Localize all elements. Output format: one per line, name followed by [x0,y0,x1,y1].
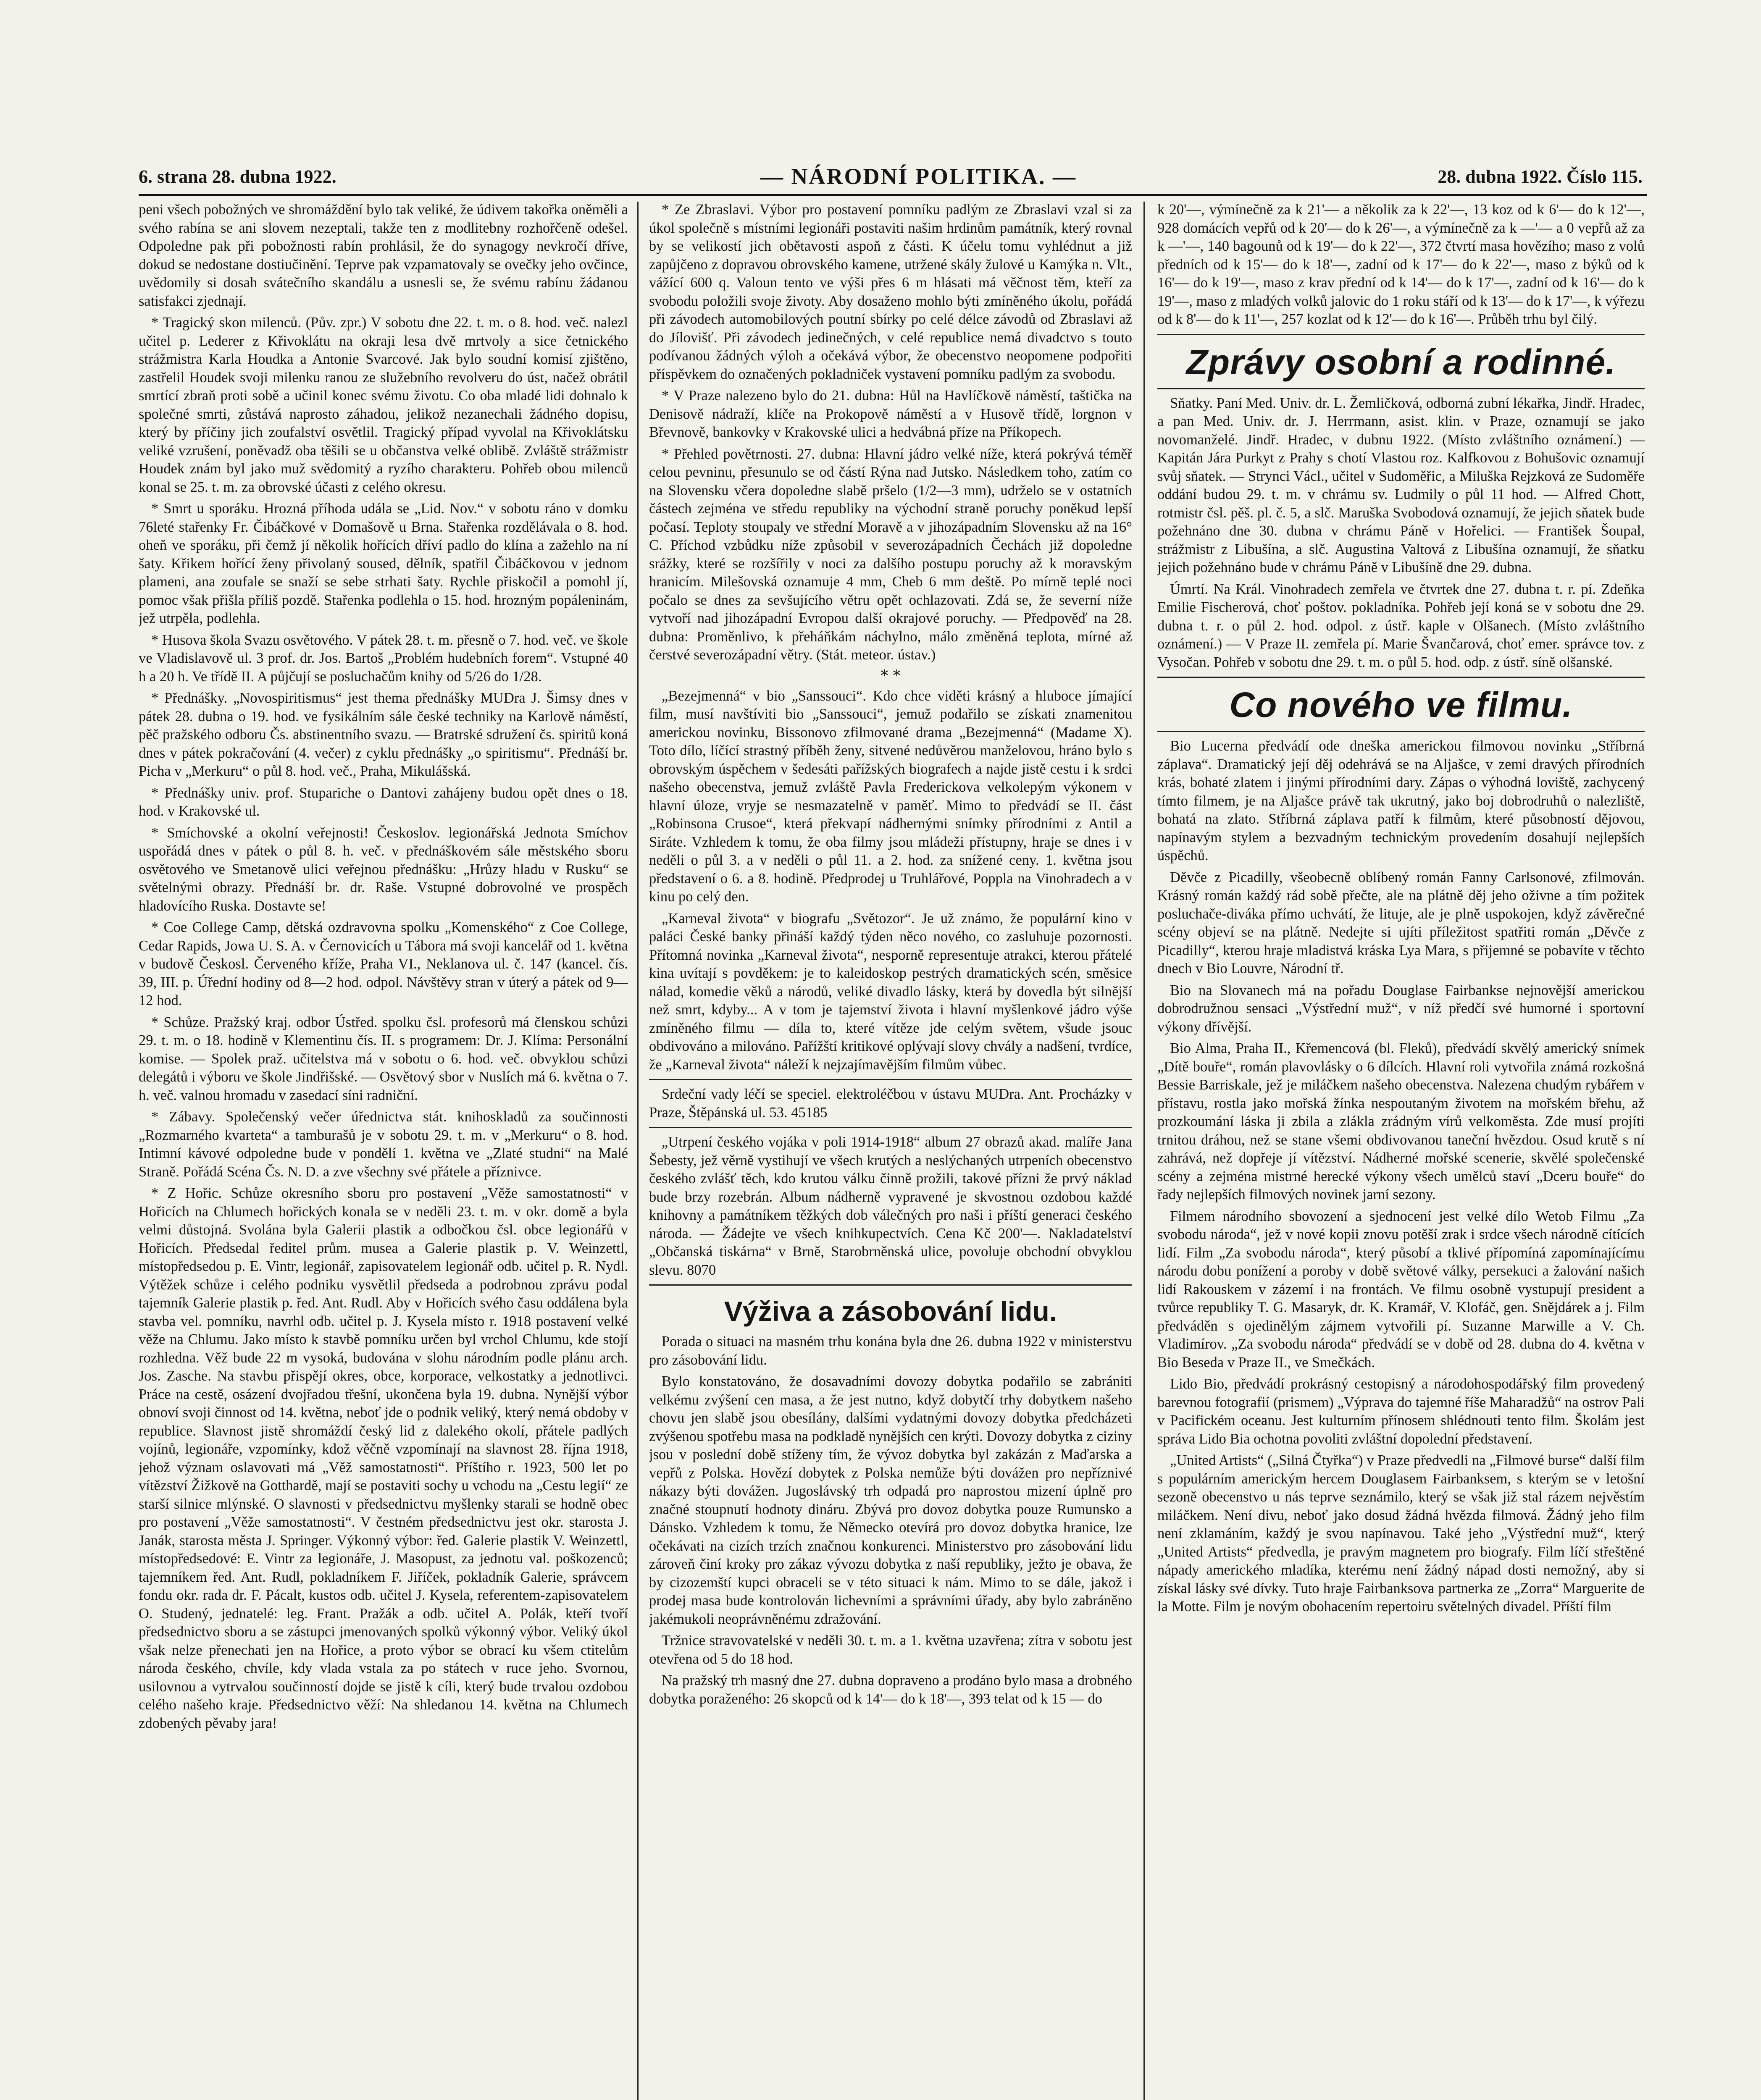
article-schuze: * Schůze. Pražský kraj. odbor Ústřed. spolku čsl. profesorů má členskou schůzi 29. t. m. o 18. hodině v Klementinu čís. II. s programem: Dr. J. Klíma: Personální komise. — Spolek praž. učitelstva má v sobotu o 6. hod. več. obvyklou schůzi delegátů i výboru ve škole Jindřišské. — Osvětový sbor v Nuslích má 6. května o 7. h. več. valnou hromadu v zasedací síni radniční. [139,1014,628,1103]
article-bezejmenna: „Bezejmenná“ v bio „Sanssouci“. Kdo chce viděti krásný a hluboce jímající film, musí navštíviti bio „Sanssouci“, jemuž podařilo se získati znamenitou americkou novinku, Bissonovo zfilmované drama „Bezejmenná“ (Madame X). Toto dílo, líčící strastný příběh ženy, sitvené nedůvěrou manželovou, hráno bylo s obrovským úspěchem v šedesáti pařížských biografech a najde jistě cestu i k srdci našeho obecenstva, jemuž zvláště Pavla Frederickova velkolepým výkonem v hlavní úloze, vryje se nesmazatelně v paměť. Mimo to předvádí se II. část „Robinsona Crusoe“, která překvapí nádhernými snímky přírodními z Antil a Siráte. Vzhledem k tomu, že oba filmy jsou mládeži přístupny, hraje se dnes i v neděli o půl 3. a v neděli o půl 11. a 2. hod. za snížené ceny. 1. května jsou představení o 6. a 8. hodině. Předprodej u Truhlářové, Poppla na Vinohradech a v kinu po celý den. [649,688,1132,905]
article-trznice: Tržnice stravovatelské v neděli 30. t. m. a 1. května uzavřena; zítra v sobotu jest otevřena od 5 do 18 hod. [649,1633,1132,1667]
article-lido-bio: Lido Bio, předvádí prokrásný cestopisný a národohospodářský film provedený barevnou fotografií (prismem) „Výprava do tajemné říše Maharadžů“ na ostrov Pali v Pacifickém oceanu. Jest kulturním přínosem shlédnouti tento film. Školám jest správa Lido Bia ochotna povoliti zvláštní dopolední představení. [1157,1376,1645,1447]
article-trh-ceny: k 20'—, výmínečně za k 21'— a několik za k 22'—, 13 koz od k 6'— do k 12'—, 928 domácích vepřů od k 20'— do k 26'—, a výmínečně za k —'— a 0 vepřů až za k —'—, 140 bagounů od k 19'— do k 22'—, 372 čtvrtí masa hovězího; maso z volů předních od k 15'— do k 18'—, zadní od k 17'— do k 22'—, maso z býků od k 16'— do k 19'—, maso z krav přední od k 14'— do k 17'—, zadní od k 16'— do k 19'—, maso z mladých volků jalovic do 1 roku stáří od k 13'— do k 17'—, k výřezu od k 8'— do k 11'—, 257 kozlat od k 12'— do k 16'—. Průběh trhu byl čilý. [1157,202,1645,327]
article-umrti: Úmrtí. Na Král. Vinohradech zemřela ve čtvrtek dne 27. dubna t. r. pí. Zdeňka Emilie Fischerová, choť poštov. pokladníka. Pohřeb její koná se v sobotu dne 29. dubna t. r. o půl 2. hod. odpol. z ústř. kaple v Olšanech. (Místo zvláštního oznámení.) — V Praze II. zemřela pí. Marie Švančarová, choť emer. správce tov. z Vysočan. Pohřeb v sobotu dne 29. t. m. o půl 5. hod. odp. z ústř. síně olšanské. [1157,581,1645,670]
section-heading-vyziva: Výživa a zásobování lidu. [724,1296,1057,1327]
article-karneval-zivota: „Karneval života“ v biografu „Světozor“. Je už známo, že populární kino v paláci České banky přináší každý týden něco nového, co zasluhuje pozornosti. Přítomná novinka „Karneval života“, nesporně representuje atrakci, kterou přátelé kina uvítají s povděkem: je to kaleidoskop pestrých dramatických scén, směsice nálad, komedie věků a národů, veliké divadlo lásky, která by dovedla být silnější než smrt, kdyby... A v tom je tajemství života i hlavní myšlenkové jádro výše zmíněného filmu — díla to, které vítěze jde celým světem, všude jsouc obdivováno a milováno. Pařížští kritikové oplývají slovy chvály a nadšení, tvrdíce, že „Karneval života“ náleží k nejzajímavějším filmům vůbec. [649,910,1132,1073]
article-united-artists: „United Artists“ („Silná Čtyřka“) v Praze předvedli na „Filmové burse“ další film s populárním americkým hercem Douglasem Fairbanksem, s kterým se v letošní sezoně obecenstvo u nás teprve seznámilo, který se však již stal rázem nejvěstím miláčkem. Není divu, neboť jako dosud žádná hvězda filmová. Žádný jeho film není zklamáním, každý je svou napínavou. Také jeho „Výstřední muž“, který „United Artists“ předvedla, je pravým magnetem pro biografy. Film líčí střeštěné nápady amerického mladíka, kterému není žádný nápad dosti nemožný, aby si získal lásky své dívky. Tuto hraje Fairbanksova partnerka ze „Zorra“ Marguerite de la Motte. Film je novým obohacením repertoiru světelných divadel. Příští film [1157,1452,1645,1614]
divider [1157,731,1645,732]
article-porada-masny-trh: Porada o situaci na masném trhu konána byla dne 26. dubna 1922 v ministerstvu pro zásobování lidu. [649,1334,1132,1368]
column-divider-1 [637,202,639,2100]
article-husova-skola: * Husova škola Svazu osvětového. V pátek 28. t. m. přesně o 7. hod. več. ve škole ve Vladislavově ul. 3 prof. dr. Jos. Bartoš „Problém hudebních forem“. Vstupné 40 h a 20 h. Ve třídě II. A půjčují se posluchačům knihy od 5/26 do 1/28. [139,632,628,685]
divider [1157,677,1645,678]
column-divider-2 [1143,202,1145,2100]
divider [649,1079,1132,1080]
advert-utrpeni-vojaka: „Utrpení českého vojáka v poli 1914-1918“ album 27 obrazů akad. malíře Jana Šebesty, jež věrně vystihují ve všech krutých a neslýchaných utrpeních obecenstvo českého zvlášť těch, kdo krutou válku činně prožili, takové přízni že prvý náklad bude brzy rozebrán. Album nádherně vypravené je skvostnou ozdobou každé knihovny a památníkem těžkých dob válečných pro naši i příští generaci českého národa. — Žádejte ve všech knihkupectvích. Cena Kč 200'—. Nakladatelství „Občanská tiskárna“ v Brně, Starobrněnská ulice, povoluje obchodní obvyklou slevu. 8070 [649,1134,1132,1278]
article-bio-lucerna: Bio Lucerna předvádí ode dneška americkou filmovou novinku „Stříbrná záplava“. Dramatický její děj odehrává se na Aljašce, v zemi dravých přírodních krás, bohaté zlatem i jinými přírodními dary. Zápas o výhodná loviště, zachycený tímto filmem, je na Aljašce právě tak ukrutný, jako boj dobrodruhů o nalezliště, bohatá na zlato. Stříbrná záplava patří k filmům, které působností dějovou, napínavým stylem a bezvadným technickým provedením dosahují nejlepších úspěchů. [1157,738,1645,864]
article-za-svobodu-naroda: Filmem národního sbovození a sjednocení jest velké dílo Wetob Filmu „Za svobodu národa“, jež v nové kopii znovu potěší zrak i srdce všech národně cítících lidí. Film „Za svobodu národa“, který působí a tklivé přípomíná zapomínajícímu národu dobu ponížení a poroby v době světové války, persekuci a žalování našich lidí Rakouskem v zázemí i na frontách. Ve filmu osobně vystupují president a tvůrce republiky T. G. Masaryk, dr. K. Kramář, V. Klofáč, gen. Snějdárek a j. Film předváděn s ojedinělým zájmem vytvořili pí. Suzanne Marwille a V. Ch. Vladimírov. „Za svobodu národa“ předvádí se v době od 28. dubna do 4. května v Bio Beseda v Praze II., ve Smečkách. [1157,1208,1645,1370]
separator-stars: * * [880,667,901,685]
article-coe-college: * Coe College Camp, dětská ozdravovna spolku „Komenského“ z Coe College, Cedar Rapids, Jowa U. S. A. v Černovicích u Tábora má svoji kancelář od 1. května v budově Českosl. Červeného kříže, Praha VI., Neklanova ul. č. 147 (kancel. čís. 39, III. p. Úřední hodiny od 8—2 hod. odpol. Návštěvy stran v úterý a pátek od 9—12 hod. [139,919,628,1008]
article-tragicky-skon: * Tragický skon milenců. (Pův. zpr.) V sobotu dne 22. t. m. o 8. hod. več. nalezl učitel p. Lederer z Křivoklátu na okraji lesa dvě mrtvoly a sice četnického strážmistra Karla Houdka a Antonie Svarcové. Jak bylo soudní komisí zjištěno, zastřelil Houdek svoji milenku ranou ze služebního revolveru do úst, načež obrátil smrtící zbraň proti sobě a učinil konec svému životu. Co oba mladé lidi dohnalo k společné smrti, zůstává naprosto záhadou, jelikož nezanechali žádného dopisu, který by příčiny jich zoufalství osvětlil. Tragický případ vyvolal na Křivoklátsku veliké vzrušení, poněvadž oba těšili se u občanstva velké oblibě. Zvláště strážmistr Houdek znám byl jako muž svědomitý a ryzího charakteru. Pohřeb obou milenců konal se 25. t. m. za obrovské účasti z celého okresu. [139,315,628,495]
article-zabavy: * Zábavy. Společenský večer úřednictva stát. knihoskladů za součinnosti „Rozmarného kvarteta“ a tamburašů je v sobotu 29. t. m. v „Merkuru“ o 8. hod. Intimní kávové odpoledne bude v pondělí 1. května ve „Zlaté studni“ na Malé Straně. Pořádá Scéna Čs. N. D. a zve všechny své přátele a příznivce. [139,1109,628,1180]
section-heading-co-noveho-ve-filmu: Co nového ve filmu. [1229,685,1573,724]
article-z-horic: * Z Hořic. Schůze okresního sboru pro postavení „Věže samostatnosti“ v Hořicích na Chlumech hořických konala se v neděli 23. t. m. v okr. domě a byla velmi důstojná. Svolána byla Galerii plastik a odbočkou čsl. obce legionářů v Hořicích. Předsedal ředitel prům. musea a Galerie plastik p. V. Weinzettl, místopředsedou p. E. Vintr, legionář, zapisovatelem legionář odb. učitel p. R. Nydl. Výtěžek schůze i celého podniku vysvětlil předseda a podrobnou zprávu podal tajemník Galerie plastik p. řed. Ant. Rudl. Aby v Hořicích svého času oddálena byla stavba vel. pomníku, navrhl odb. učitel p. J. Kysela místo r. 1918 postavení velké věže na Chlumu. Jako místo k stavbě pomníku určen byl vrchol Chlumu, kde stojí rozhledna. Věž bude 22 m vysoká, budována v slohu národním podle plánu arch. Jos. Zasche. Na stavbu přispějí okres, obce, korporace, velkostatky a jednotlivci. Práce na cestě, osázení dvojřadou třešní, ukončena byla 19. dubna. Nynější výbor obnoví svoji činnost od 14. května, neboť jde o podnik veliký, který nemá obdoby v republice. Slavnost jistě shromáždí český lid z dalekého okolí, přátele padlých vojínů, legionáře, vzpomínky, kdož věčně vzpomínají na slavnost 28. října 1918, jehož význam oslavovati má „Věž samostatnosti“. Příštího r. 1923, 500 let po vítězství Žižkově na Gotthardě, mají se postaviti sochy u vchodu na „Cestu legií“ ze starší silnice mlýnské. O slavnosti v předsednictvu myšlenky starali se hodně obec pro postavení „Věže samostatnosti“. V čestném předsednictvu jest okr. starosta J. Janák, starosta města J. Springer. Výkonný výbor: řed. Galerie plastik V. Weinzettl, místopředsedové: E. Vintr za legionáře, J. Masopust, za jednotu val. poškozenců; tajemníkem řed. Ant. Rudl, pokladníkem F. Jiříček, pokladník Galerie, správcem fondu okr. rada dr. F. Pácalt, kustos odb. učitel J. Kysela, referentem-zapisovatelem O. Studený, jednatelé: leg. Frant. Pražák a odb. učitel A. Polák, kteří tvoří předsednictvo sboru a se zástupci jmenovaných spolků výkonný výbor. Veliký úkol však nelze přenechati jen na Hořice, a proto výbor se obrací ku všem ctitelům národa českého, chvíle, kdy vlada vstala za po státech v ruce jeho. Svornou, usilovnou a vytrvalou součinností dojde se jistě k cíli, který bude trvalou ozdobou celého našeho kraje. Předsednictvo věží: Na shledanou 14. května na Chlumech zdobených pěvaby jara! [139,1185,628,1731]
article-devce-z-picadilly: Děvče z Picadilly, všeobecně oblíbený román Fanny Carlsonové, zfilmován. Krásný román každý rád sobě přečte, ale na plátně děj jeho oživne a tím požitek posluchače-diváka přímo uchvátí, že lituje, ale je plně uspokojen, když závěrečné scény objeví se na plátně. Nedejte si ujíti příležitost spatřiti román „Děvče z Picadilly“, kterou hraje mladistvá kráska Lya Mara, s přijemné se pobavíte v těchto dnech v Bio Louvre, Národní tř. [1157,869,1645,976]
article-bio-na-slovanech: Bio na Slovanech má na pořadu Douglase Fairbankse nejnovější americkou dobrodružnou sensaci „Výstřední muž“, v níž předčí své humorné i sportovní výkony dřívější. [1157,982,1645,1035]
column-2 [649,201,1132,2100]
column-1 [139,201,628,2100]
divider [1157,334,1645,335]
divider [1157,388,1645,389]
article-snatky: Sňatky. Paní Med. Univ. dr. L. Žemličková, odborná zubní lékařka, Jindř. Hradec, a pan Med. Univ. dr. J. Herrmann, asist. klin. v Praze, oznamují se jako novomanželé. Jindř. Hradec, v dubnu 1922. (Místo zvláštního oznámení.) — Kapitán Jára Purkyt z Prahy s chotí Vlastou roz. Kalfkovou z Bohušovic oznamují svůj sňatek. — Strynci Václ., učitel v Sudoměřic, a Miluška Rejzková ze Sudoměře oddání budou 29. t. m. v chrámu sv. Ludmily o půl 11 hod. — Alfred Chott, rotmistr čsl. pěš. pl. č. 5, a slč. Maruška Svobodová oznamují, že jejich sňatek bude požehnáno dne 30. dubna v chrámu Páně v Hořelici. — František Šoupal, strážmistr z Libušína, a slč. Augustina Valtová z Libušína oznamují, že sňatku jejich požehnáno bude v chrámu Páně v Libušíně dne 29. dubna. [1157,395,1645,575]
article-dovozy-dobytka: Bylo konstatováno, že dosavadními dovozy dobytka podařilo se zabrániti velkému zvýšení cen masa, a že jest nutno, když dobytčí trhy dobytkem našeho chovu jen slabě jsou obesílány, dalšími vydatnými dovozy dobytka předcházeti zvýšenou spotřebu masa na podkladě nynějších cen krýti. Dovozy dobytka z ciziny jsou v poslední době stíženy tím, že vývoz dobytka byl zakázán z Maďarska a vepřů z Polska. Hovězí dobytek z Polska nemůže býti dovážen pro nepříznivé nákazy býti dovážen. Jugoslávský trh odpadá pro naprostou mizení úplně pro značné stoupnutí hodnoty dináru. Zbývá pro dovoz dobytka pouze Rumunsko a Dánsko. Vzhledem k tomu, že Německo otevírá pro dovoz dobytka hranice, lze očekávati na cizích trzích značnou konkurenci. Ministerstvo pro zásobování lidu zároveň činí kroky pro zákaz vývozu dobytka z naší republiky, ježto je obava, že by cizozemští kupci obraceli se v této situaci k nám. Mimo to se dále, jakož i prodej masa bude kontrolován lichevními a správními úřady, aby bylo zabráněno jakémukoli neoprávněnému zdražování. [649,1373,1132,1627]
header-page-date: 6. strana 28. dubna 1922. [139,166,336,187]
article-stuparich: * Přednášky univ. prof. Stupariche o Dantovi zahájeny budou opět dnes o 18. hod. v Krakovské ul. [139,785,628,819]
article-smichov: * Smíchovské a okolní veřejnosti! Českoslov. legionářská Jednota Smíchov uspořádá dnes v pátek o půl 8. h. več. v přednáškovém sále městského sboru osvětového ve Smetanově ulici veřejnou přednášku: „Hrůzy hladu v Rusku“ se světelnými obrazy. Přednáší br. dr. Raše. Vstupné dobrovolné ve prospěch hladovícího Ruska. Dostavte se! [139,824,628,914]
header-issue: 28. dubna 1922. Číslo 115. [1438,166,1643,187]
article-smrt-u-sporaku: * Smrt u sporáku. Hrozná příhoda udála se „Lid. Nov.“ v sobotu ráno v domku 76leté stařenky Fr. Čibáčkové v Domašově u Brna. Stařenka rozdělávala o 8. hod. oheň ve sporáku, při čemž jí několik hořících dříví padlo do klína a zažehlo na ní šaty. Křikem hořící ženy přivolaný soused, dělník, spatřil Čibáčkovou v jednom plameni, ana zoufale se snaží se sebe strhati šaty. Rychle přiskočil a pomohl jí, pomoc však přišla příliš pozdě. Stařenka podlehla o 15. hod. hrozným popáleninám, jež utrpěla, podlehla. [139,501,628,626]
divider [649,1127,1132,1128]
header-masthead: — NÁRODNÍ POLITIKA. — [760,164,1077,189]
article-bio-alma: Bio Alma, Praha II., Křemencová (bl. Fleků), předvádí skvělý americký snímek „Dítě bouře“, román plavovlásky o 6 dílcích. Hlavní roli vytvořila známá rozkošná Bessie Barriskale, jež je miláčkem našeho obecenstva. Nalezena chudým rybářem v přístavu, rostla jako mořská žínka nespoutaným životem na mořském břehu, až prozkoumání láska ji zbila a zlákla zrádným vírů velkoměsta. Zde musí projíti trnitou dráhou, než se stane všemi obdivovanou taneční hvězdou. Osud krutě s ní zahrává, než dopřeje jí vítězství. Nádherné mořské scenerie, skvělé společenské scény a zejména mistrné herecké výkony všech umělců staví „Dceru bouře“ do řady nejlepších filmových novinek jarní sezony. [1157,1040,1645,1202]
article-nalezeno: * V Praze nalezeno bylo do 21. dubna: Hůl na Havlíčkově náměstí, taštička na Denisově nádraží, klíče na Prokopově náměstí a v Husově třídě, lorgnon v Břevnově, bankovky v Krakovské ulici a hedvábná příze na Příkopech. [649,388,1132,440]
article-text: peni všech pobožných ve shromáždění bylo tak veliké, že údivem takořka oněměli a svého rabína se ani slovem nezeptali, takže ten z modlitebny rozhořčeně odešel. Odpoledne pak při pobožnosti rabín prohlásil, že do synagogy nevkročí dříve, dokud se nedostane dostiučinění. Teprve pak vzpamatovaly se ovečky jeho ovčince, uvědomily si dosah svátečního skandálu a usnesli se, že svému rabínu žádanou satisfakci zjednají. [139,202,628,309]
header-rule [139,194,1647,196]
advert-srdecni-vady: Srdeční vady léčí se speciel. elektroléčbou v ústavu MUDra. Ant. Procházky v Praze, Štěpánská ul. 53. 45185 [649,1086,1132,1121]
article-ze-zbraslavi: * Ze Zbraslavi. Výbor pro postavení pomníku padlým ze Zbraslavi vzal si za úkol společně s místními legionáři postaviti našim hrdinům památník, který rovnal by se velikostí jich obětavosti aspoň z části. K účelu tomu vyhlédnut a již zapůjčeno z dopravou obrovského kamene, utržené skály žulové u Kamýka n. Vlt., vážící 600 q. Valoun tento ve výši přes 6 m hlásati má věčnost těm, kteří za svobodu položili svoje životy. Aby dosaženo mohlo býti zmíněného úkolu, pořádá při závodech automobilových poutní sbírky po celé délce závodů od Zbraslavi až do Jílovišť. Při závodech jedinečných, v celé republice nemá divadctvo s touto podívanou žádných výloh a očekává výbor, že obecenstvo neopomene podpořiti příspěvkem do označených pokladniček vystavení pomníku padlým za svobodu. [649,202,1132,382]
section-heading-zpravy-osobni: Zprávy osobní a rodinné. [1186,342,1616,382]
article-prazsky-trh: Na pražský trh masný dne 27. dubna dopraveno a prodáno bylo masa a drobného dobytka poraženého: 26 skopců od k 14'— do k 18'—, 393 telat od k 15 — do [649,1672,1132,1707]
divider [649,1284,1132,1286]
article-prednasky: * Přednášky. „Novospiritismus“ jest thema přednášky MUDra J. Šimsy dnes v pátek 28. dubna o 19. hod. ve fysikálním sále české techniky na Karlově náměstí, pěč pražského odboru Čs. abstinentního svazu. — Bratrské sdružení čs. spiritů koná dnes v pátek pokračování (4. večer) z cyklu přednášky „o spiritismu“. Přednáší br. Picha v „Merkuru“ o půl 8. hod. več., Praha, Mikulášská. [139,690,628,779]
article-povetrnost: * Přehled povětrnosti. 27. dubna: Hlavní jádro velké níže, která pokrývá téměř celou pevninu, přesunulo se od částí Rýna nad Jutsko. Následkem toho, zatím co na Slovensku včera dopoledne slabě pršelo (1/2—3 mm), udrželo se v ostatních částech zejména ve středu republiky na východní straně poruchy poněkud lepší počasí. Teploty stoupaly ve střední Moravě a v jihozápadním Slovensku až na 16° C. Příchod vzbůdku níže způsobil v severozápadních Čechách již dopoledne srážky, které se rozšířily v noci za dalšího postupu poruchy až k moravským hranicím. Milešovská oznamuje 4 mm, Cheb 6 mm deště. Po mírně teplé noci počalo se dnes za sevšujícího větru opět ochlazovati. Zdá se, že severní níže vytvoří nad jihozápadní Evropou další okrajové poruchy. — Předpověď na 28. dubna: Proměnlivo, k přeháňkám náchylno, málo změněná teplota, mírné až čerstvé severozápadní větry. (Stát. meteor. ústav.) [649,446,1132,663]
column-3 [1157,201,1645,2100]
page-header [139,166,1643,195]
